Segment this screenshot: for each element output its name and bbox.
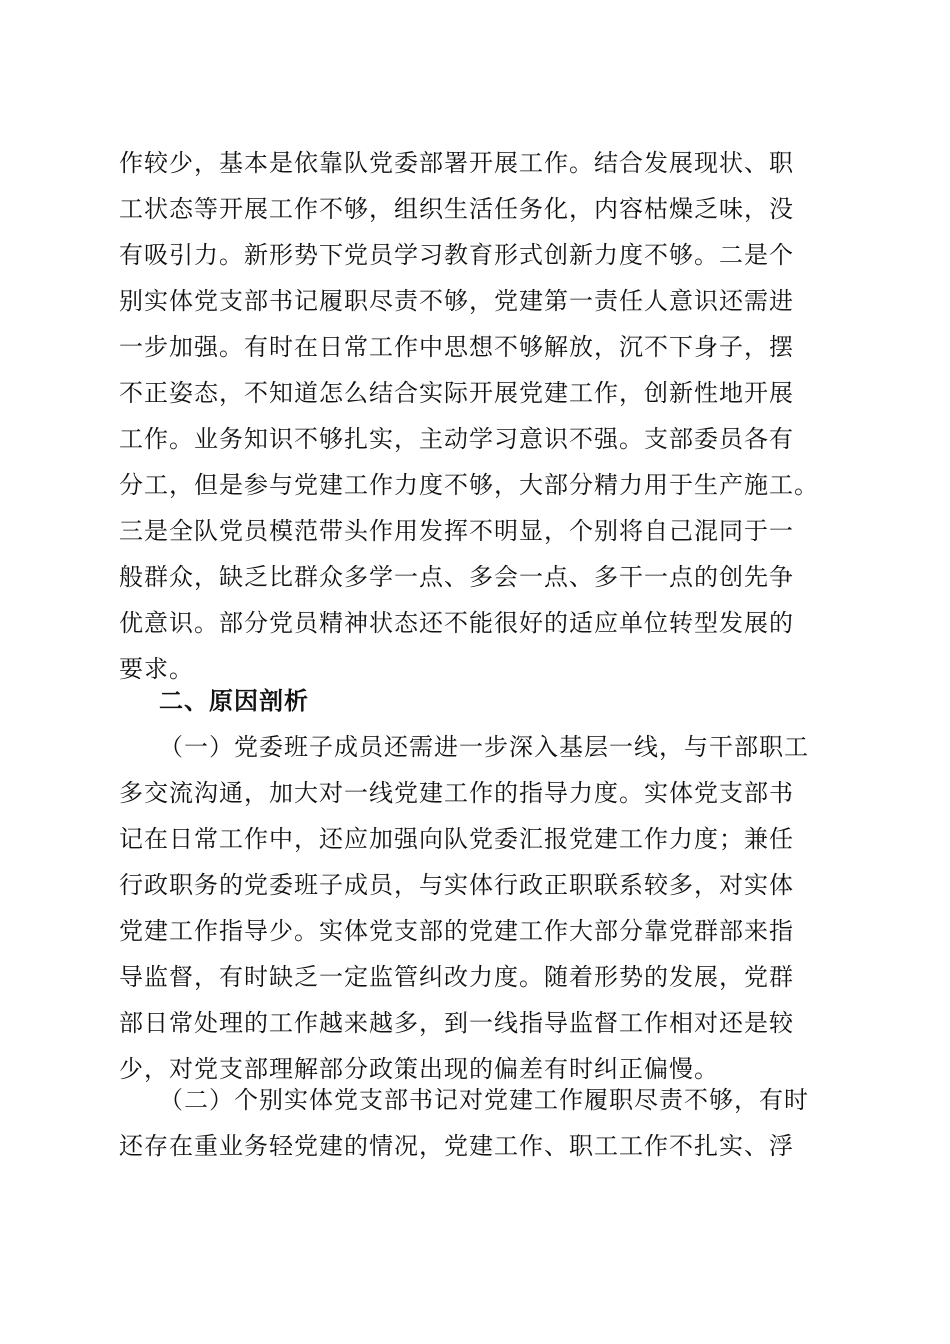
text-line: 别实体党支部书记履职尽责不够，党建第一责任人意识还需进 (119, 287, 794, 315)
text-line: 作较少，基本是依靠队党委部署开展工作。结合发展现状、职 (119, 149, 794, 177)
section-heading-text: 二、原因剖析 (159, 687, 309, 715)
text-line: 不正姿态，不知道怎么结合实际开展党建工作，创新性地开展 (119, 379, 794, 407)
text-line: 般群众，缺乏比群众多学一点、多会一点、多干一点的创先争 (119, 563, 794, 591)
text-line: 党建工作指导少。实体党支部的党建工作大部分靠党群部来指 (119, 917, 794, 945)
text-line: （一）党委班子成员还需进一步深入基层一线，与干部职工 (159, 733, 809, 761)
text-line: 优意识。部分党员精神状态还不能很好的适应单位转型发展的 (119, 609, 794, 637)
paragraph-cause-two (119, 1077, 831, 1169)
text-line: 工作。业务知识不够扎实，主动学习意识不强。支部委员各有 (119, 425, 794, 453)
text-line: 一步加强。有时在日常工作中思想不够解放，沉不下身子，摆 (119, 333, 794, 361)
text-line: 部日常处理的工作越来越多，到一线指导监督工作相对还是较 (119, 1009, 794, 1037)
text-line: 导监督，有时缺乏一定监管纠改力度。随着形势的发展，党群 (119, 963, 794, 991)
paragraph-problems (119, 140, 831, 692)
text-line: 行政职务的党委班子成员，与实体行政正职联系较多，对实体 (119, 871, 794, 899)
section-heading (159, 678, 659, 724)
paragraph-cause-one (119, 724, 831, 1092)
text-line: 三是全队党员模范带头作用发挥不明显，个别将自己混同于一 (119, 517, 794, 545)
text-line: 还存在重业务轻党建的情况，党建工作、职工工作不扎实、浮 (119, 1132, 794, 1160)
text-line: 记在日常工作中，还应加强向队党委汇报党建工作力度；兼任 (119, 825, 794, 853)
text-line: 要求。 (119, 655, 194, 683)
text-line: 分工，但是参与党建工作力度不够，大部分精力用于生产施工。 (119, 471, 819, 499)
text-line: 少，对党支部理解部分政策出现的偏差有时纠正偏慢。 (119, 1055, 719, 1083)
text-line: （二）个别实体党支部书记对党建工作履职尽责不够，有时 (159, 1086, 809, 1114)
text-line: 工状态等开展工作不够，组织生活任务化，内容枯燥乏味，没 (119, 195, 794, 223)
text-line: 多交流沟通，加大对一线党建工作的指导力度。实体党支部书 (119, 779, 794, 807)
text-line: 有吸引力。新形势下党员学习教育形式创新力度不够。二是个 (119, 241, 794, 269)
